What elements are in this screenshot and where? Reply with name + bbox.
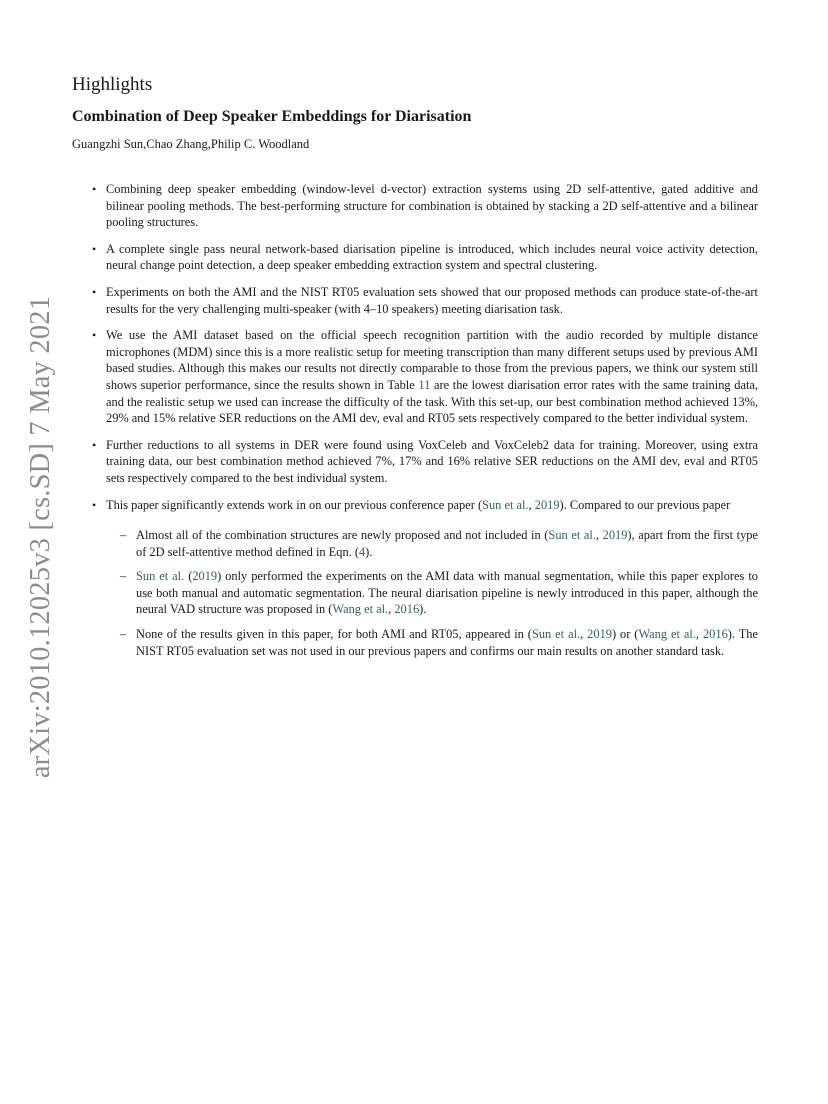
highlight-item [72,327,758,427]
subpoint-item [106,626,758,659]
citation-separator: , [595,528,603,543]
highlight-item [72,241,758,274]
subpoint-text: ). The NIST RT05 evaluation set was not used in our previous papers and confirms our main results on another standard task. [136,627,758,658]
citation-year-link[interactable]: 2019 [602,528,628,543]
bullet-marker: • [92,284,97,299]
citation-author-link[interactable]: Sun et al. [482,497,529,512]
citation-separator: , [580,627,588,642]
highlight-item [72,497,758,660]
bullet-marker: • [92,182,97,196]
bullet-marker: • [92,241,97,256]
paper-authors: Guangzhi Sun,Chao Zhang,Philip C. Woodland [72,137,310,151]
highlight-text: Combining deep speaker embedding (window-level d-vector) extraction systems using 2D self-attentive, gated additive and bilinear pooling methods. The best-performing structure for combination is obtained by stacking a 2D self-attentive and a bilinear pooling structures. [106,182,758,230]
arxiv-identifier-text: arXiv:2010.12025v3 [cs.SD] 7 May 2021 [25,295,56,779]
citation-year-link[interactable]: 2019 [192,569,218,584]
citation-author-link[interactable]: Sun et al. [531,627,581,642]
equation-reference-link[interactable]: 4 [358,544,366,559]
highlight-item [72,284,758,317]
subpoint-list [106,527,758,659]
subpoint-text: None of the results given in this paper, for both AMI and RT05, appeared in ( [136,627,532,642]
citation-year-link[interactable]: 2016 [394,602,420,617]
citation-author-link[interactable]: Sun et al. [548,528,596,543]
bullet-marker: • [92,437,97,452]
citation-separator: , [388,602,395,617]
subpoint-text: ), apart from the first type of 2D self-attentive method defined in Eqn. ( [136,528,758,559]
subpoint-text: Almost all of the combination structures are newly proposed and not included in ( [136,528,549,543]
table-reference-link[interactable]: 11 [418,377,431,392]
citation-year-link[interactable]: 2019 [587,627,612,642]
highlights-heading: Highlights [72,74,153,95]
bullet-marker: • [92,497,97,512]
highlight-text: are the lowest diarisation error rates with the same training data, and the realistic setup we used can increase the difficulty of the task. With this set-up, our best combination method achieved 13%, 29% and 15% relative SER reductions on the AMI dev, eval and RT05 sets respectively compared to the better individual system. [106,377,758,426]
highlight-item [72,437,758,487]
citation-author-link[interactable]: Sun et al. [136,569,185,584]
highlight-text: We use the AMI dataset based on the official speech recognition partition with the audio recorded by multiple distance microphones (MDM) since this is a more realistic setup for meeting transcription than many different setups used by previous AMI based studies. Although this makes our results not directly comparable to those from the previous papers, we think our system still shows superior performance, since the results shown in Table [106,328,758,392]
highlights-list [72,181,758,669]
highlight-text: Further reductions to all systems in DER were found using VoxCeleb and VoxCeleb2 data for training. Moreover, using extra training data, our best combination method achieved 7%, 17% and 16% relative SER reductions on the AMI dev, eval and RT05 sets respectively compared to the best individual system. [106,437,758,485]
citation-separator: , [695,627,703,642]
highlight-text: ). Compared to our previous paper [559,497,731,512]
subpoint-text: ) or ( [611,627,639,642]
dash-marker: – [120,627,127,642]
subpoint-text: ( [184,569,193,584]
highlight-text: This paper significantly extends work in on our previous conference paper ( [106,497,483,512]
citation-year-link[interactable]: 2016 [702,627,728,642]
subpoint-text: ). [419,602,427,617]
dash-marker: – [120,569,127,584]
highlight-text: A complete single pass neural network-based diarisation pipeline is introduced, which includes neural voice activity detection, neural change point detection, a deep speaker embedding extraction system and spectral clustering. [106,241,758,273]
subpoint-text: ) only performed the experiments on the AMI data with manual segmentation, while this paper explores to use both manual and automatic segmentation. The neural diarisation pipeline is newly introduced in this paper, although the neural VAD structure was proposed in ( [136,569,758,617]
subpoint-text: ). [365,544,373,559]
bullet-marker: • [92,328,97,343]
citation-year-link[interactable]: 2019 [534,497,560,512]
dash-marker: – [120,528,127,543]
highlight-item [72,181,758,231]
citation-author-link[interactable]: Wang et al. [332,602,389,617]
arxiv-identifier-stamp [23,295,59,779]
subpoint-item [106,568,758,618]
subpoint-item [106,527,758,560]
citation-separator: , [528,497,535,512]
highlight-text: Experiments on both the AMI and the NIST RT05 evaluation sets showed that our proposed methods can produce state-of-the-art results for the very challenging multi-speaker (with 4–10 speakers) meeting diarisation task. [106,284,758,316]
citation-author-link[interactable]: Wang et al. [638,627,696,642]
paper-title: Combination of Deep Speaker Embeddings for Diarisation [72,108,472,125]
